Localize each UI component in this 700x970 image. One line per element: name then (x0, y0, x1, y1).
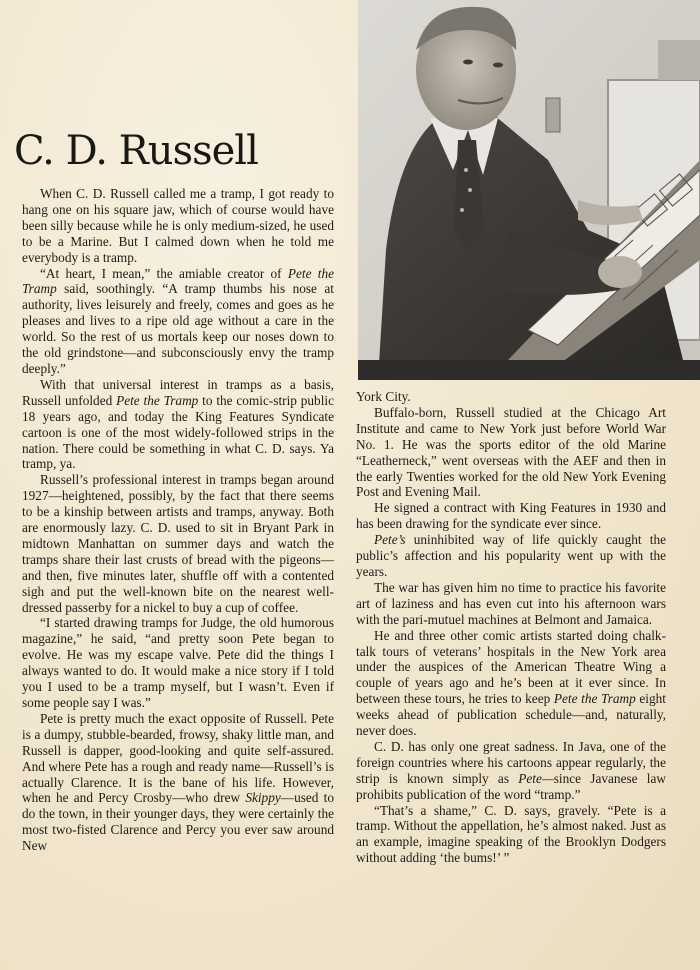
paragraph: Pete is pretty much the exact opposite of Russell. Pete is a dumpy, stubble-bearded, frowsy, shaky little man, and Russell is dapper, good-looking and quite self-assured. And where Pete has a rough and ready name—Russell’s is actually Clarence. It is the bane of his life. However, when he and Percy Crosby—who drew Skippy—used to do the town, in their younger days, they were certainly the most two-fisted Clarence and Percy you ever saw around New (22, 710, 334, 854)
paragraph: He signed a contract with King Features in 1930 and has been drawing for the syndicate ever since. (356, 500, 666, 532)
paragraph: “I started drawing tramps for Judge, the old humorous magazine,” he said, “and pretty soon Pete began to evolve. He was my escape valve. Pete did the things I always wanted to do. It would make a nice story if I told you I used to be a tramp myself, but I wasn’t. Even if some people say I was.” (22, 615, 334, 710)
paragraph: “At heart, I mean,” the amiable creator of Pete the Tramp said, soothingly. “A tramp thumbs his nose at authority, lives leisurely and freely, comes and goes as he pleases and lives to a ripe old age without a care in the world. So the rest of us mortals keep our noses down to the old grindstone—and subconsciously envy the tramp deeply.” (22, 265, 334, 376)
paragraph: Russell’s professional interest in tramps began around 1927—heightened, possibly, by the fact that there seems to be a kinship between artists and tramps, anyway. Both are enormously lazy. C. D. used to sit in Bryant Park in midtown Manhattan on summer days and watch the tramps share their last crusts of bread with the pigeons—and then, five minutes later, shuffle off with a contented sigh and put the well-known bite on the nearest well-dressed passerby for a nickel to buy a cup of coffee. (22, 472, 334, 615)
paragraph: Pete’s uninhibited way of life quickly caught the public’s affection and his popularity went up with the years. (356, 532, 666, 579)
paragraph: “That’s a shame,” C. D. says, gravely. “Pete is a tramp. Without the appellation, he’s almost naked. Just as an example, imagine speaking of the Brooklyn Dodgers without adding ‘the bums!’ ” (356, 802, 666, 866)
portrait-photo (358, 0, 700, 380)
article-column-right (356, 389, 666, 866)
paragraph: C. D. has only one great sadness. In Java, one of the foreign countries where his cartoons appear regularly, the strip is known simply as Pete—since Javanese law prohibits publication of the word “tramp.” (356, 738, 667, 802)
paragraph-continuation: York City. (356, 389, 411, 404)
paragraph: Buffalo-born, Russell studied at the Chicago Art Institute and came to New York just before World War No. 1. He was the sports editor of the old Marine “Leatherneck,” went overseas with the AEF and then in the early Twenties worked for the old New York Evening Post and Evening Mail. (356, 404, 666, 500)
paragraph: When C. D. Russell called me a tramp, I got ready to hang one on his square jaw, which of course would have been silly because while he is only medium-sized, he used to be a Marine. But I calmed down when he told me everybody is a tramp. (22, 186, 334, 265)
article-title: C. D. Russell (14, 128, 258, 174)
paragraph: He and three other comic artists started doing chalk-talk tours of veterans’ hospitals in the New York area under the auspices of the American Theatre Wing a couple of years ago and he’s been at it ever since. In between these tours, he tries to keep Pete the Tramp eight weeks ahead of publication schedule—and, naturally, never does. (356, 627, 666, 739)
article-column-left (22, 186, 334, 854)
portrait-illustration (358, 0, 700, 380)
paragraph: The war has given him no time to practice his favorite art of laziness and has even cut into his afternoon wars with the pari-mutuel machines at Belmont and Jamaica. (356, 579, 666, 627)
paragraph: With that universal interest in tramps as a basis, Russell unfolded Pete the Tramp to the comic-strip public 18 years ago, and today the King Features Syndicate cartoon is one of the most widely-followed strips in the nation. There could be something in what C. D. says. Ya tramp, ya. (22, 376, 334, 472)
